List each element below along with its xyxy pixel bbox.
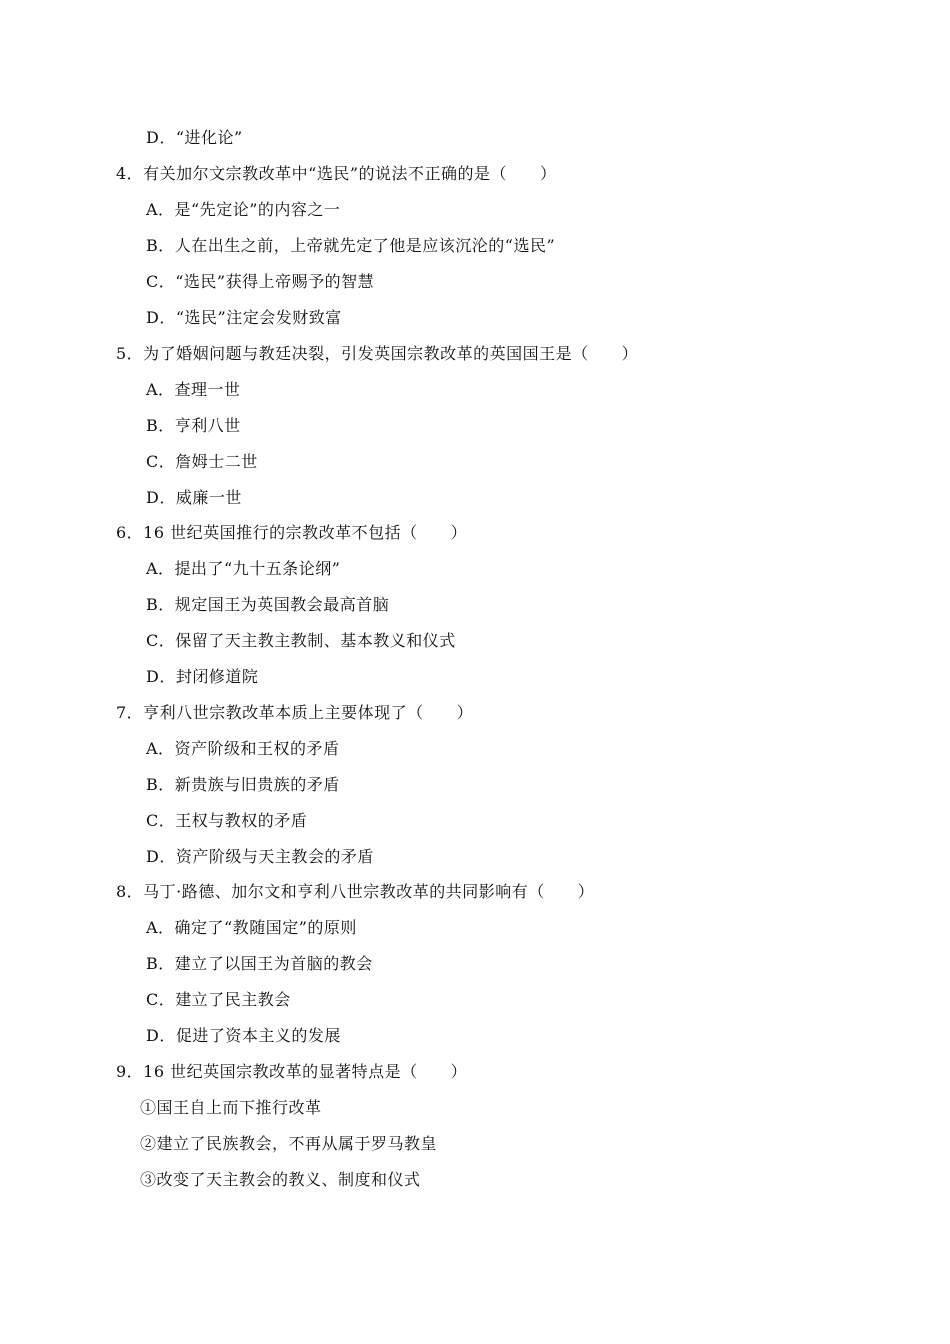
option-line: D．“进化论” xyxy=(146,128,243,147)
option-line: D．促进了资本主义的发展 xyxy=(146,1026,341,1045)
question-line: 4．有关加尔文宗教改革中“选民”的说法不正确的是（ ） xyxy=(116,164,557,183)
option-line: A．确定了“教随国定”的原则 xyxy=(146,918,357,937)
option-line: B．新贵族与旧贵族的矛盾 xyxy=(146,775,340,794)
option-line: C．王权与教权的矛盾 xyxy=(146,811,308,830)
option-line: B．人在出生之前，上帝就先定了他是应该沉沦的“选民” xyxy=(146,236,556,255)
option-line: C．保留了天主教主教制、基本教义和仪式 xyxy=(146,631,456,650)
question-line: 5．为了婚姻问题与教廷决裂，引发英国宗教改革的英国国王是（ ） xyxy=(116,344,639,363)
option-line: C．“选民”获得上帝赐予的智慧 xyxy=(146,272,375,291)
option-line: A．查理一世 xyxy=(146,380,241,399)
option-line: B．建立了以国王为首脑的教会 xyxy=(146,954,373,973)
question-line: 7．亨利八世宗教改革本质上主要体现了（ ） xyxy=(116,703,474,722)
option-line: D．威廉一世 xyxy=(146,488,242,507)
option-line: B．亨利八世 xyxy=(146,416,241,435)
option-line: C．詹姆士二世 xyxy=(146,452,258,471)
option-line: A．是“先定论”的内容之一 xyxy=(146,200,341,219)
option-line: A．资产阶级和王权的矛盾 xyxy=(146,739,340,758)
question-line: 6．16 世纪英国推行的宗教改革不包括（ ） xyxy=(116,523,468,542)
question-line: 8．马丁·路德、加尔文和亨利八世宗教改革的共同影响有（ ） xyxy=(116,882,595,901)
option-line: B．规定国王为英国教会最高首脑 xyxy=(146,595,390,614)
statement-line: ①国王自上而下推行改革 xyxy=(140,1098,322,1117)
option-line: D．资产阶级与天主教会的矛盾 xyxy=(146,847,374,866)
option-line: A．提出了“九十五条论纲” xyxy=(146,559,341,578)
statement-line: ②建立了民族教会，不再从属于罗马教皇 xyxy=(140,1134,438,1153)
option-line: D．封闭修道院 xyxy=(146,667,259,686)
option-line: D．“选民”注定会发财致富 xyxy=(146,308,342,327)
statement-line: ③改变了天主教会的教义、制度和仪式 xyxy=(140,1170,421,1189)
option-line: C．建立了民主教会 xyxy=(146,990,291,1009)
question-line: 9．16 世纪英国宗教改革的显著特点是（ ） xyxy=(116,1062,468,1081)
